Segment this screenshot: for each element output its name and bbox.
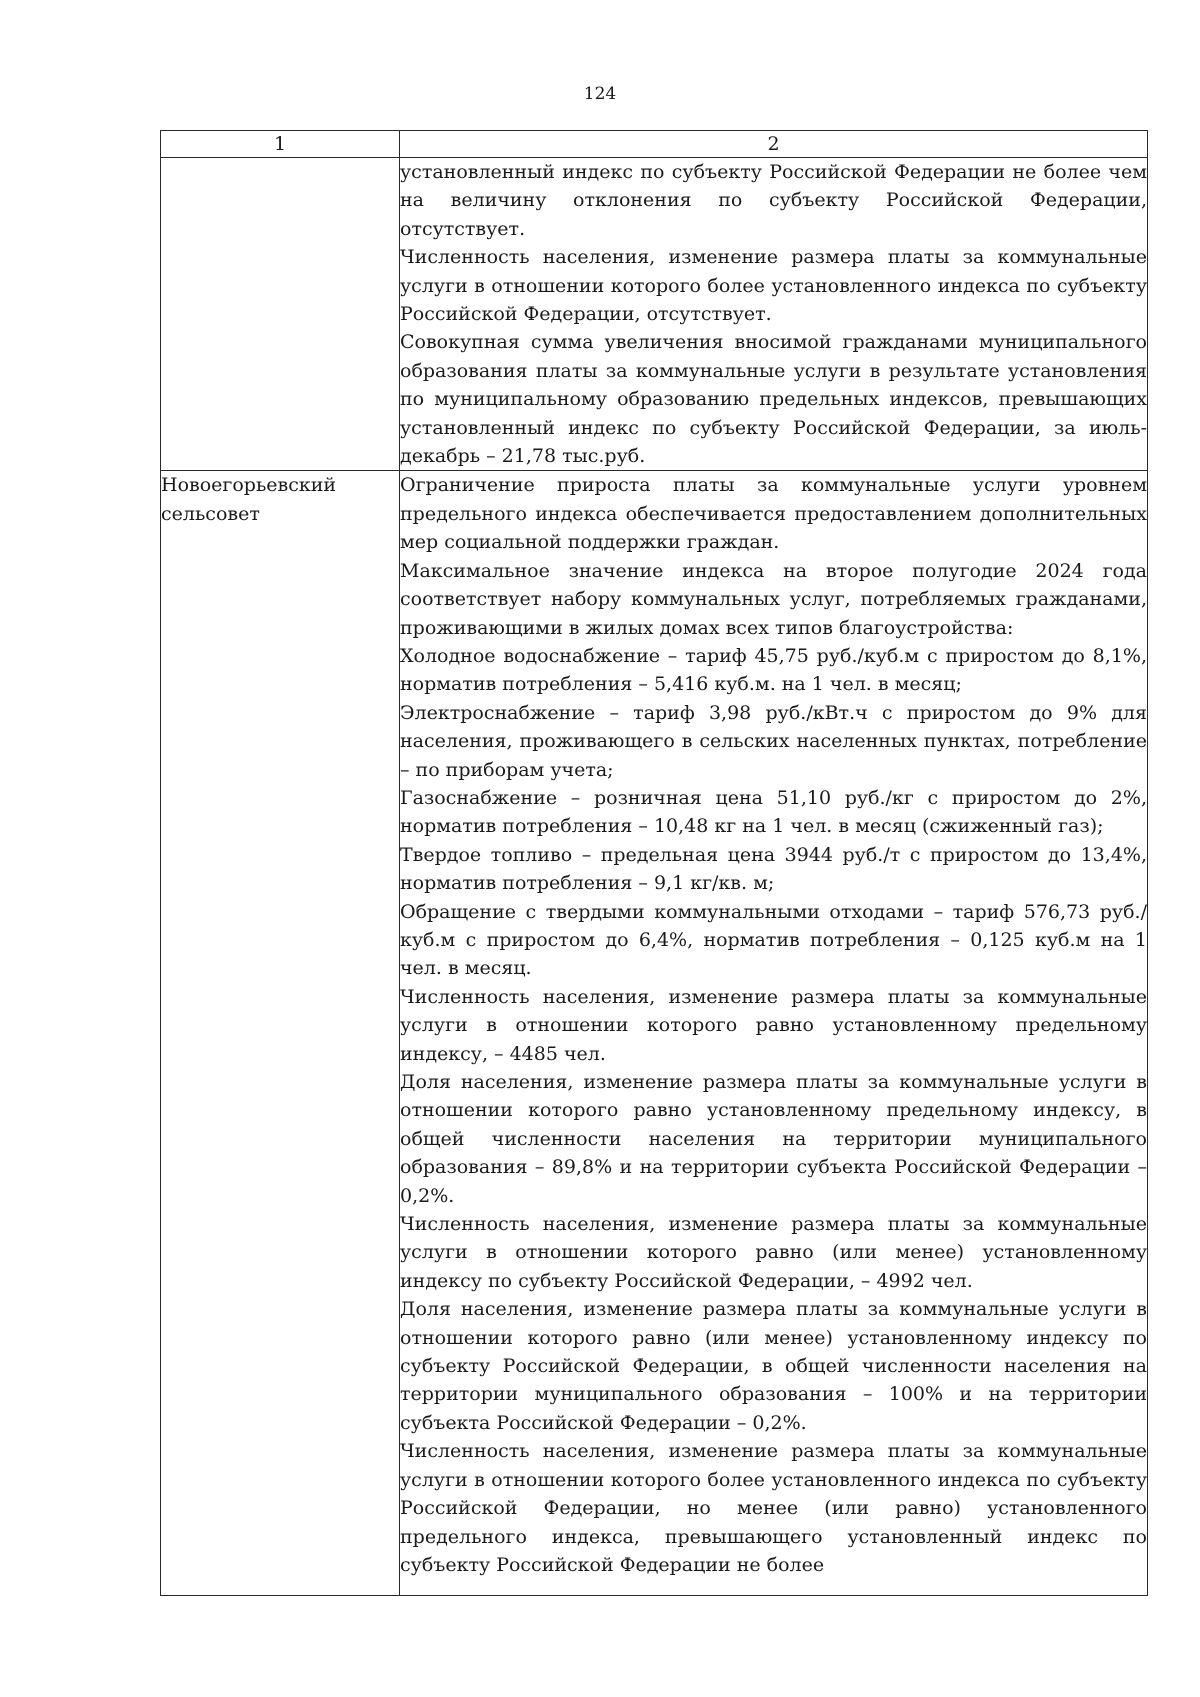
paragraph: Максимальное значение индекса на второе полугодие 2024 года соответствует набору коммунальных услуг, потребляемых гражданами, проживающими в жилых домах всех типов благоустройства: — [400, 559, 1147, 639]
paragraph: Обращение с твердыми коммунальными отходами – тариф 576,73 руб./куб.м с приростом до 6,4%, норматив потребления – 0,125 куб.м на 1 чел. в месяц. — [400, 900, 1147, 980]
indices-table — [160, 130, 1148, 1596]
description-cell — [400, 471, 1148, 1596]
column-header: 2 — [400, 131, 1148, 158]
paragraph: Численность населения, изменение размера платы за коммунальные услуги в отношении которого более установленного индекса по субъекту Российской Федерации, но менее (или равно) установленного предельного индекса, превышающего установленный индекс по субъекту Российской Федерации не более — [400, 1440, 1147, 1576]
table-row — [161, 158, 1148, 471]
paragraph: Твердое топливо – предельная цена 3944 руб./т с приростом до 13,4%, норматив потребления – 9,1 кг/кв. м; — [400, 843, 1147, 895]
paragraph: Газоснабжение – розничная цена 51,10 руб./кг с приростом до 2%, норматив потребления – 10,48 кг на 1 чел. в месяц (сжиженный газ); — [400, 786, 1147, 838]
paragraph: Холодное водоснабжение – тариф 45,75 руб./куб.м с приростом до 8,1%, норматив потребления – 5,416 куб.м. на 1 чел. в месяц; — [400, 644, 1147, 696]
paragraph: Ограничение прироста платы за коммунальные услуги уровнем предельного индекса обеспечивается предоставлением дополнительных мер социальной поддержки граждан. — [400, 474, 1147, 554]
municipality-name-cell: Новоегорьевский сельсовет — [161, 471, 400, 1596]
page-number: 124 — [583, 84, 617, 104]
table-header-row — [161, 131, 1148, 158]
column-header: 1 — [161, 131, 400, 158]
paragraph: Численность населения, изменение размера платы за коммунальные услуги в отношении которого равно установленному предельному индексу, – 4485 чел. — [400, 985, 1147, 1065]
paragraph: Численность населения, изменение размера платы за коммунальные услуги в отношении которого равно (или менее) установленному индексу по субъекту Российской Федерации, – 4992 чел. — [400, 1213, 1147, 1292]
paragraph: Совокупная сумма увеличения вносимой гражданами муниципального образования платы за коммунальные услуги в результате установления по муниципальному образованию предельных индексов, превышающих установленный индекс по субъекту Российской Федерации, за июль-декабрь – 21,78 тыс.руб. — [400, 331, 1147, 468]
municipality-name-cell — [161, 158, 400, 471]
description-cell — [400, 158, 1148, 471]
paragraph: Доля населения, изменение размера платы за коммунальные услуги в отношении которого равно (или менее) установленному индексу по субъекту Российской Федерации, в общей численности населения на территории муниципального образования – 100% и на территории субъекта Российской Федерации – 0,2%. — [400, 1298, 1147, 1434]
table-row — [161, 471, 1148, 1596]
paragraph: Доля населения, изменение размера платы за коммунальные услуги в отношении которого равно установленному предельному индексу, в общей численности населения на территории муниципального образования – 89,8% и на территории субъекта Российской Федерации – 0,2%. — [400, 1071, 1147, 1207]
paragraph: установленный индекс по субъекту Российской Федерации не более чем на величину отклонения по субъекту Российской Федерации, отсутствует. — [400, 161, 1147, 240]
paragraph: Электроснабжение – тариф 3,98 руб./кВт.ч с приростом до 9% для населения, проживающего в сельских населенных пунктах, потребление – по приборам учета; — [400, 701, 1147, 781]
paragraph: Численность населения, изменение размера платы за коммунальные услуги в отношении которого более установленного индекса по субъекту Российской Федерации, отсутствует. — [400, 246, 1147, 326]
